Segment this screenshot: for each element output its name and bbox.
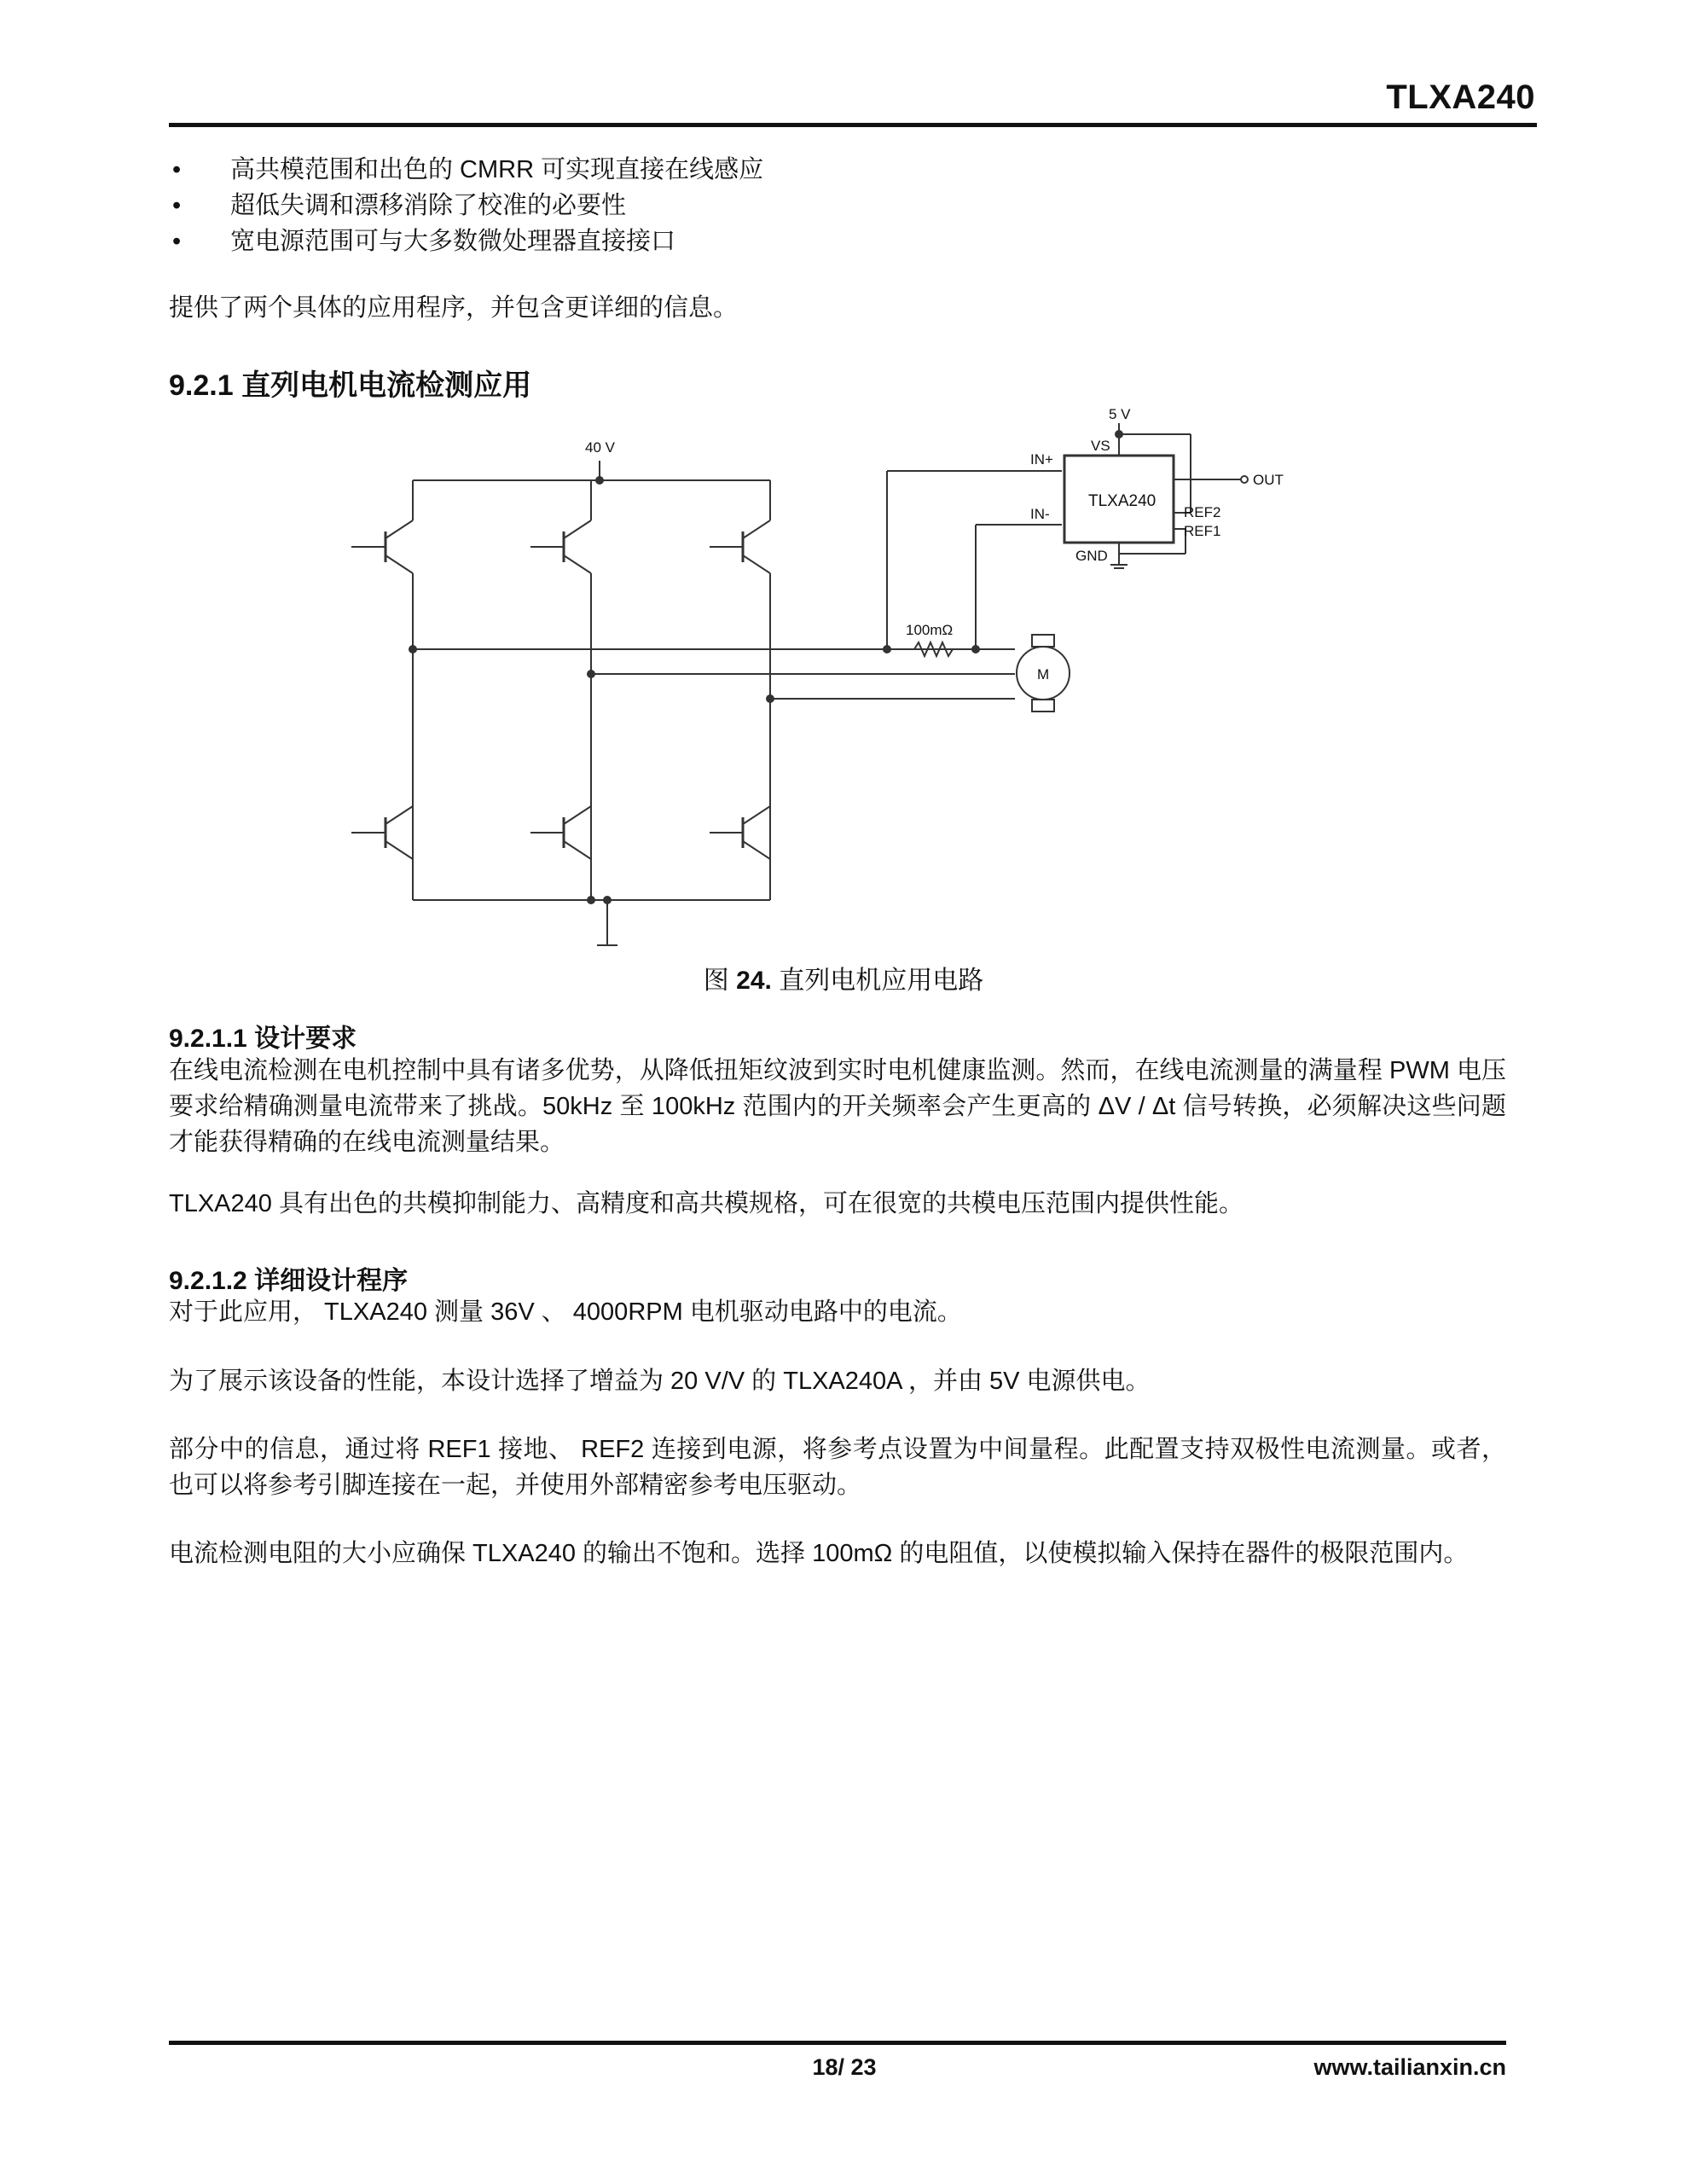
header-title: TLXA240 (1386, 78, 1535, 116)
in-minus-label: IN- (1030, 506, 1050, 522)
intro-paragraph: 提供了两个具体的应用程序，并包含更详细的信息。 (169, 294, 739, 322)
high-side-transistor-2 (530, 480, 591, 900)
chip-label: TLXA240 (1088, 492, 1157, 510)
bridge-supply-label: 40 V (585, 439, 615, 456)
high-side-transistor-3 (710, 480, 770, 900)
list-item: • 宽电源范围可与大多数微处理器直接接口 (169, 224, 1533, 259)
footer-rule (169, 2041, 1506, 2045)
detailed-procedure-paragraph-1: 对于此应用， TLXA240 测量 36V 、 4000RPM 电机驱动电路中的电流。 (169, 1298, 962, 1326)
footer-website: www.tailianxin.cn (1313, 2054, 1506, 2080)
bullet-icon: • (172, 156, 182, 183)
low-side-transistor-1 (351, 806, 413, 859)
ref2-label: REF2 (1184, 504, 1221, 520)
detailed-procedure-paragraph-2: 为了展示该设备的性能，本设计选择了增益为 20 V/V 的 TLXA240A ，并由 5V 电源供电。 (169, 1368, 1151, 1395)
bullet-icon: • (172, 228, 182, 255)
list-item: • 超低失调和漂移消除了校准的必要性 (169, 188, 1533, 224)
subsection-heading-detailed-procedure: 9.2.1.2 详细设计程序 (169, 1267, 409, 1295)
in-plus-label: IN+ (1030, 451, 1053, 468)
motor-circuit-diagram (333, 398, 1296, 961)
motor (1017, 635, 1070, 712)
bullet-icon: • (172, 192, 182, 219)
low-side-transistor-3 (710, 806, 770, 859)
page-number: 18/ 23 (812, 2054, 877, 2080)
list-item: • 高共模范围和出色的 CMRR 可实现直接在线感应 (169, 152, 1533, 188)
resistor-label: 100mΩ (906, 622, 954, 638)
tlxa240-chip (1064, 406, 1284, 568)
design-requirements-paragraph-2: TLXA240 具有出色的共模抑制能力、高精度和高共模规格，可在很宽的共模电压范围内提供性能。 (169, 1190, 1244, 1217)
header-rule (169, 123, 1537, 127)
subsection-heading-design-requirements: 9.2.1.1 设计要求 (169, 1025, 357, 1053)
ref1-label: REF1 (1184, 523, 1221, 539)
detailed-procedure-paragraph-3: 部分中的信息，通过将 REF1 接地、 REF2 连接到电源，将参考点设置为中间量程。此配置支持双极性电流测量。或者，也可以将参考引脚连接在一起，并使用外部精密参考电压驱动。 (169, 1436, 1506, 1499)
gnd-pin-label: GND (1075, 548, 1108, 564)
sense-resistor (884, 622, 979, 656)
high-side-transistor-1 (351, 480, 413, 900)
out-label: OUT (1253, 472, 1284, 488)
motor-label: M (1037, 666, 1050, 682)
low-side-transistor-2 (530, 806, 591, 859)
vs-pin-label: VS (1091, 438, 1110, 454)
figure-caption: 图 24. 直列电机应用电路 (703, 967, 984, 995)
vs-supply-label: 5 V (1109, 406, 1131, 422)
feature-list (169, 152, 1533, 259)
detailed-procedure-paragraph-4: 电流检测电阻的大小应确保 TLXA240 的输出不饱和。选择 100mΩ 的电阻值，以使模拟输入保持在器件的极限范围内。 (169, 1540, 1469, 1567)
section-heading: 9.2.1 直列电机电流检测应用 (169, 369, 532, 402)
design-requirements-paragraph-1: 在线电流检测在电机控制中具有诸多优势，从降低扭矩纹波到实时电机健康监测。然而，在线电流测量的满量程 PWM 电压要求给精确测量电流带来了挑战。50kHz 至 100kHz 范围内的开关频率会产生更高的 ΔV / Δt 信号转换，必须解决这些问题才能获得精确的在线电流测量结果。 (169, 1057, 1506, 1156)
